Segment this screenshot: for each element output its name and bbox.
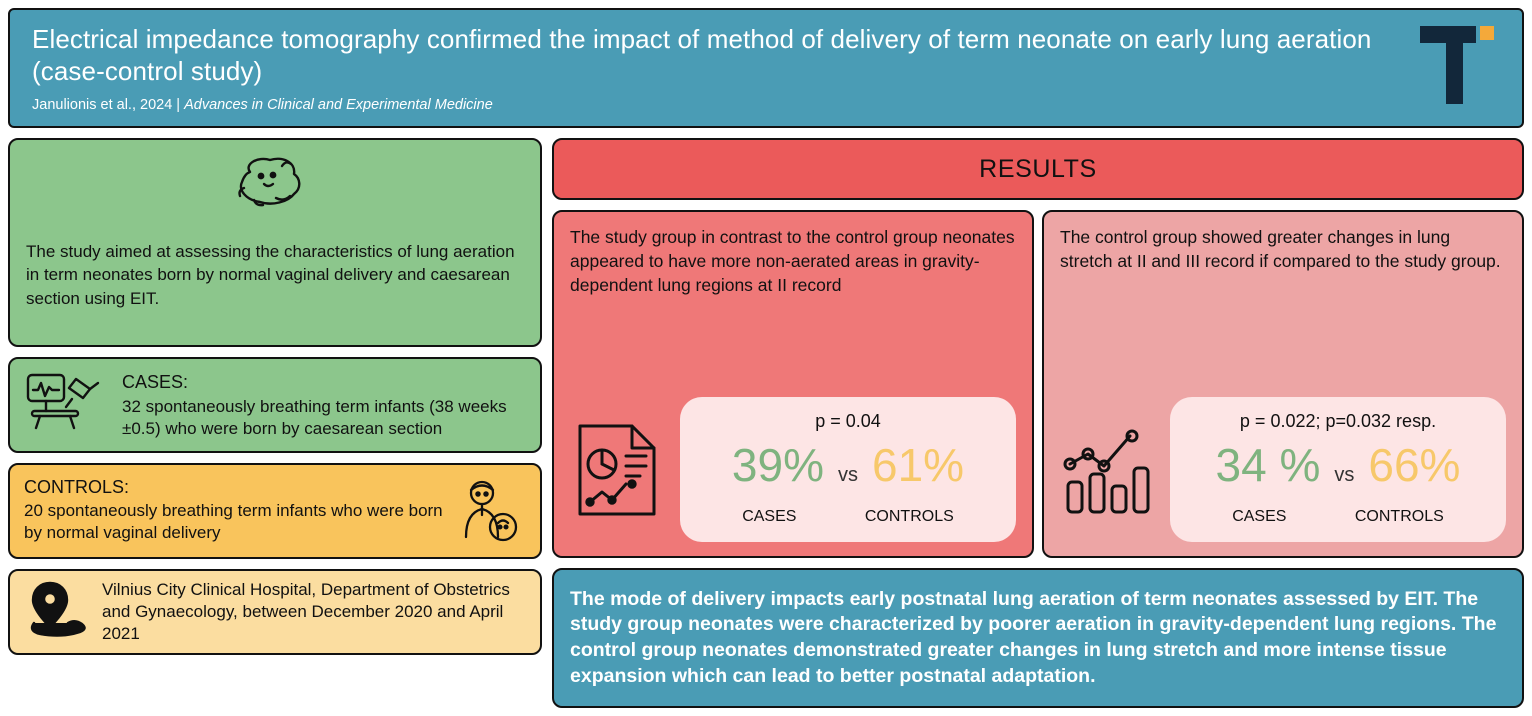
result-panel-1 (552, 210, 1034, 558)
cases-card (8, 357, 542, 453)
result-panel-1-statbox (680, 397, 1016, 542)
label-controls-1: CONTROLS (864, 508, 954, 525)
value-cases-1: 39% (731, 439, 824, 491)
conclusion-text: The mode of delivery impacts early postnatal lung aeration of term neonates assessed by EIT. The study group neonates were characterized by poorer aeration in gravity-dependent lung regions. The control group neonates demonstrated greater changes in lung stretch and more intense tissue expansion which can lead to better postnatal adaptation. (570, 587, 1497, 687)
value-controls-1: 61% (872, 439, 965, 491)
result-panel-2-values (1180, 438, 1496, 492)
result-panel-2-stats (1060, 397, 1506, 542)
report-chart-icon (570, 420, 666, 520)
cases-title: CASES: (122, 372, 189, 392)
result-panel-1-values (690, 438, 1006, 492)
label-cases-1: CASES (742, 508, 797, 525)
right-column (552, 138, 1524, 708)
result-panel-1-stats (570, 397, 1016, 542)
newborn-baby-icon (220, 154, 330, 214)
logo-accent-square (1480, 26, 1494, 40)
logo-bar-vertical (1446, 26, 1463, 104)
controls-title: CONTROLS: (24, 477, 130, 497)
eit-device-icon (24, 369, 110, 440)
results-heading: RESULTS (552, 138, 1524, 200)
cases-text: 32 spontaneously breathing term infants (38 weeks ±0.5) who were born by caesarean section (122, 396, 507, 438)
result-panel-2-text: The control group showed greater changes in lung stretch at II and III record if compared to the study group. (1060, 227, 1501, 271)
conclusion-card (552, 568, 1524, 708)
controls-body (24, 477, 444, 545)
doctor-newborn-icon (448, 477, 526, 554)
poster-header (8, 8, 1524, 128)
vs-label-2: vs (1334, 464, 1355, 486)
p-value-1: p = 0.04 (815, 411, 881, 431)
map-pin-icon (24, 579, 90, 646)
publisher-logo-icon (1420, 26, 1494, 104)
location-text: Vilnius City Clinical Hospital, Department of Obstetrics and Gynaecology, between December 2020 and April 2021 (102, 580, 510, 643)
value-cases-2: 34 % (1215, 439, 1321, 491)
citation-authors: Janulionis et al., 2024 | (32, 97, 185, 114)
controls-card (8, 463, 542, 559)
line-bar-chart-icon (1060, 420, 1156, 520)
left-column (8, 138, 542, 708)
study-aim-card (8, 138, 542, 347)
result-panel-2-labels (1180, 508, 1496, 526)
study-aim-text: The study aimed at assessing the characteristics of lung aeration in term neonates born by normal vaginal delivery and caesarean section using EIT. (26, 242, 515, 308)
page-title: Electrical impedance tomography confirmed the impact of method of delivery of term neonate on early lung aeration (case-control study) (32, 24, 1372, 86)
p-value-2: p = 0.022; p=0.032 resp. (1239, 411, 1437, 431)
citation-journal: Advances in Clinical and Experimental Medicine (184, 97, 493, 114)
result-panel-2-statbox (1170, 397, 1506, 542)
result-panel-1-text: The study group in contrast to the control group neonates appeared to have more non-aerated areas in gravity-dependent lung regions at II record (570, 227, 1015, 295)
vs-label-1: vs (838, 464, 858, 486)
result-panel-2 (1042, 210, 1524, 558)
controls-text: 20 spontaneously breathing term infants who were born by normal vaginal delivery (24, 501, 443, 543)
label-controls-2: CONTROLS (1354, 508, 1444, 525)
cases-body (122, 369, 526, 440)
poster-body (8, 138, 1524, 708)
label-cases-2: CASES (1232, 508, 1287, 525)
location-card (8, 569, 542, 655)
citation (32, 97, 1500, 113)
value-controls-2: 66% (1368, 439, 1461, 491)
result-panel-1-labels (690, 508, 1006, 526)
results-panels (552, 210, 1524, 558)
